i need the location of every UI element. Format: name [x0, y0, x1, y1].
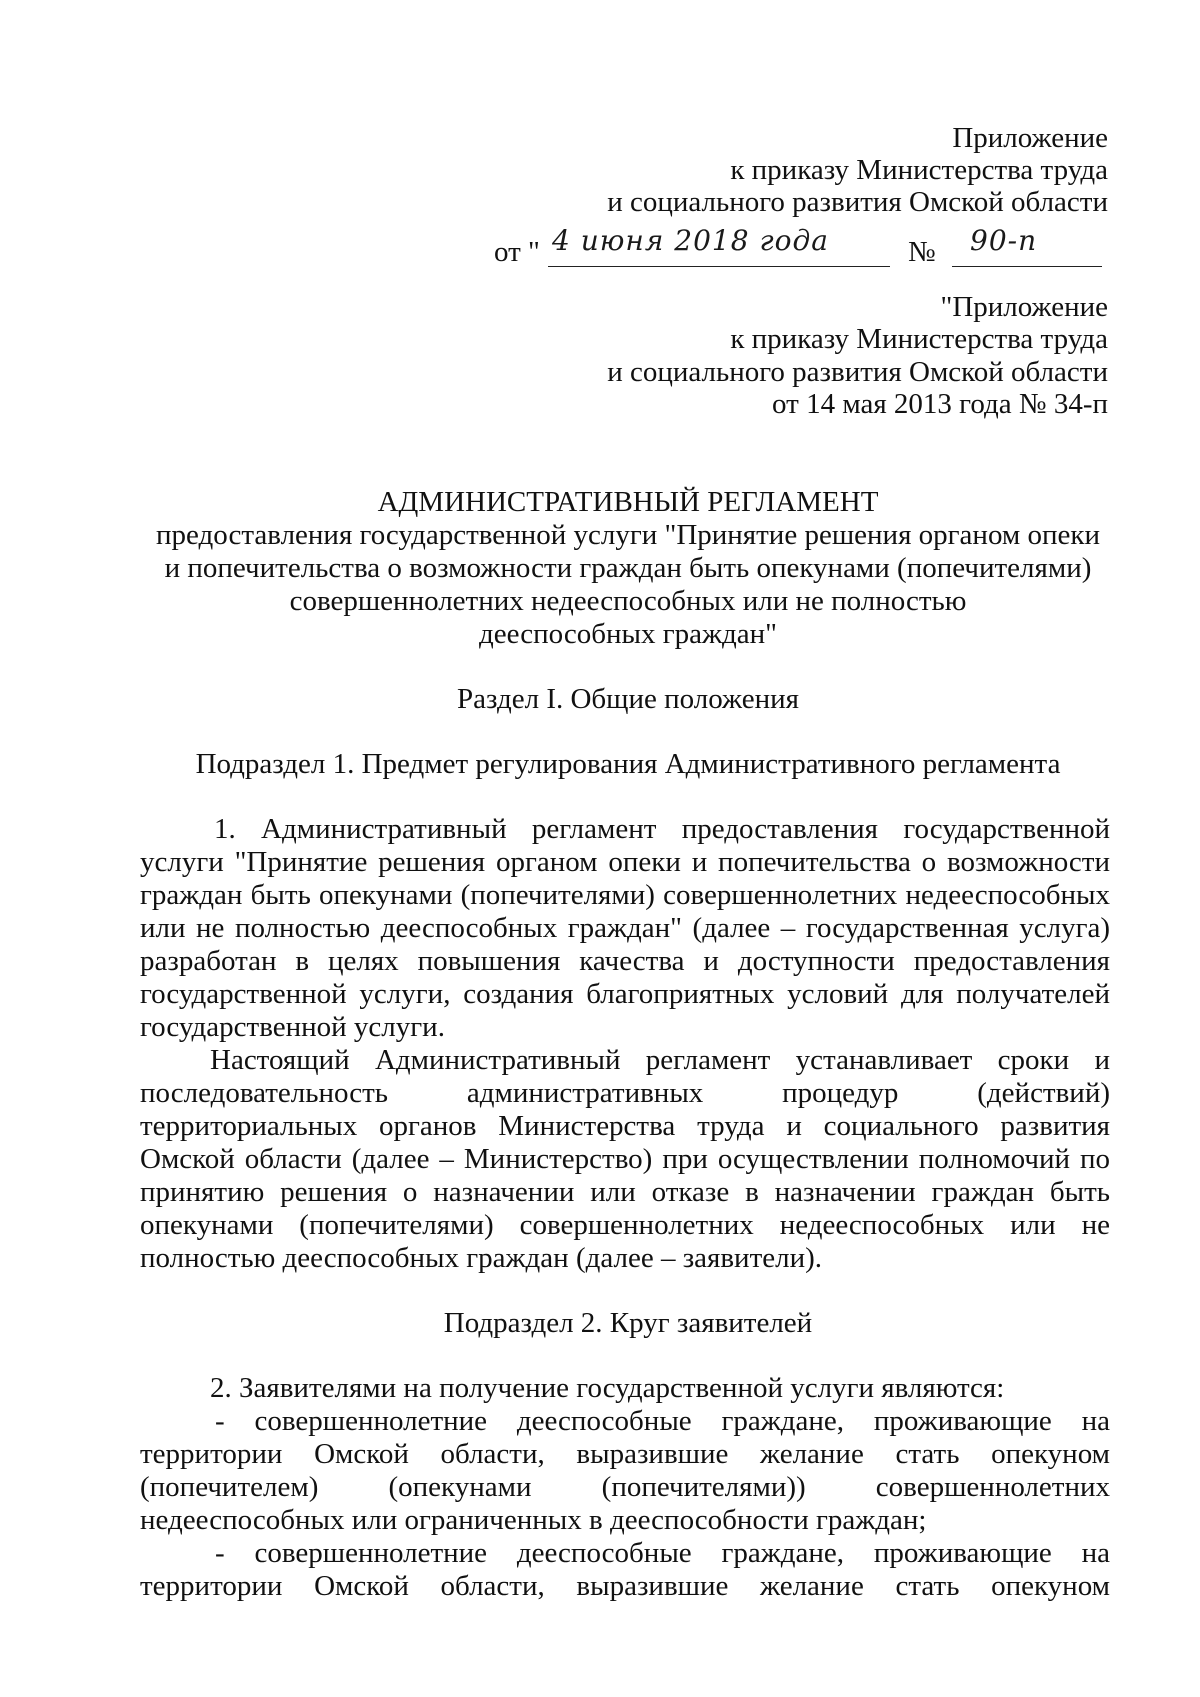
document-subtitle-line4: дееспособных граждан": [478, 618, 777, 650]
subsection2-body: [140, 1372, 1110, 1603]
document-title: АДМИНИСТРАТИВНЫЙ РЕГЛАМЕНТ: [377, 486, 879, 518]
header-old-line3: и социального развития Омской области: [607, 356, 1108, 388]
bullet-1: - совершеннолетние дееспособные граждане, проживающие на территории Омской области, выразившие желание стать опекуном (попечителем) (опекунами (попечителями)) совершеннолетних недееспособных или ограниченных в дееспособности граждан;: [140, 1405, 1110, 1536]
document-subtitle-line2: и попечительства о возможности граждан быть опекунами (попечителями): [164, 552, 1092, 584]
subsection1-heading: Подраздел 1. Предмет регулирования Административного регламента: [195, 748, 1061, 780]
paragraph-1-continued: Настоящий Административный регламент устанавливает сроки и последовательность административных процедур (действий) территориальных органов Министерства труда и социального развития Омской области (далее – Министерство) при осуществлении полномочий по принятию решения о назначении или отказе в назначении граждан быть опекунами (попечителями) совершеннолетних недееспособных или не полностью дееспособных граждан (далее – заявители).: [140, 1044, 1110, 1274]
number-label: №: [908, 236, 936, 268]
document-subtitle-line3: совершеннолетних недееспособных или не полностью: [289, 585, 967, 617]
header-new-line3: и социального развития Омской области: [607, 186, 1108, 218]
handwritten-number: 90-п: [970, 224, 1038, 257]
number-underline: [952, 266, 1102, 267]
subsection2-heading: Подраздел 2. Круг заявителей: [443, 1307, 813, 1339]
header-old-line1: "Приложение: [940, 291, 1108, 323]
header-new-date-line: [490, 224, 1110, 274]
header-old-line4: от 14 мая 2013 года № 34-п: [772, 388, 1108, 420]
paragraph-1: 1. Административный регламент предоставления государственной услуги "Принятие решения органом опеки и попечительства о возможности граждан быть опекунами (попечителями) совершеннолетних недееспособных или не полностью дееспособных граждан" (далее – государственная услуга) разработан в целях повышения качества и доступности предоставления государственной услуги, создания благоприятных условий для получателей государственной услуги.: [140, 813, 1110, 1043]
bullet-2: - совершеннолетние дееспособные граждане, проживающие на территории Омской области, выразившие желание стать опекуном: [140, 1537, 1110, 1602]
paragraph-2: 2. Заявителями на получение государственной услуги являются:: [210, 1372, 1005, 1404]
subsection1-body: [140, 813, 1110, 1275]
date-prefix: от ": [494, 236, 540, 268]
handwritten-date: 4 июня 2018 года: [552, 224, 829, 257]
document-subtitle-line1: предоставления государственной услуги "Принятие решения органом опеки: [156, 519, 1100, 551]
header-new-line1: Приложение: [952, 122, 1108, 154]
header-old-line2: к приказу Министерства труда: [730, 323, 1108, 355]
section-heading: Раздел I. Общие положения: [457, 683, 799, 715]
date-underline: [548, 266, 890, 267]
header-new-line2: к приказу Министерства труда: [730, 154, 1108, 186]
